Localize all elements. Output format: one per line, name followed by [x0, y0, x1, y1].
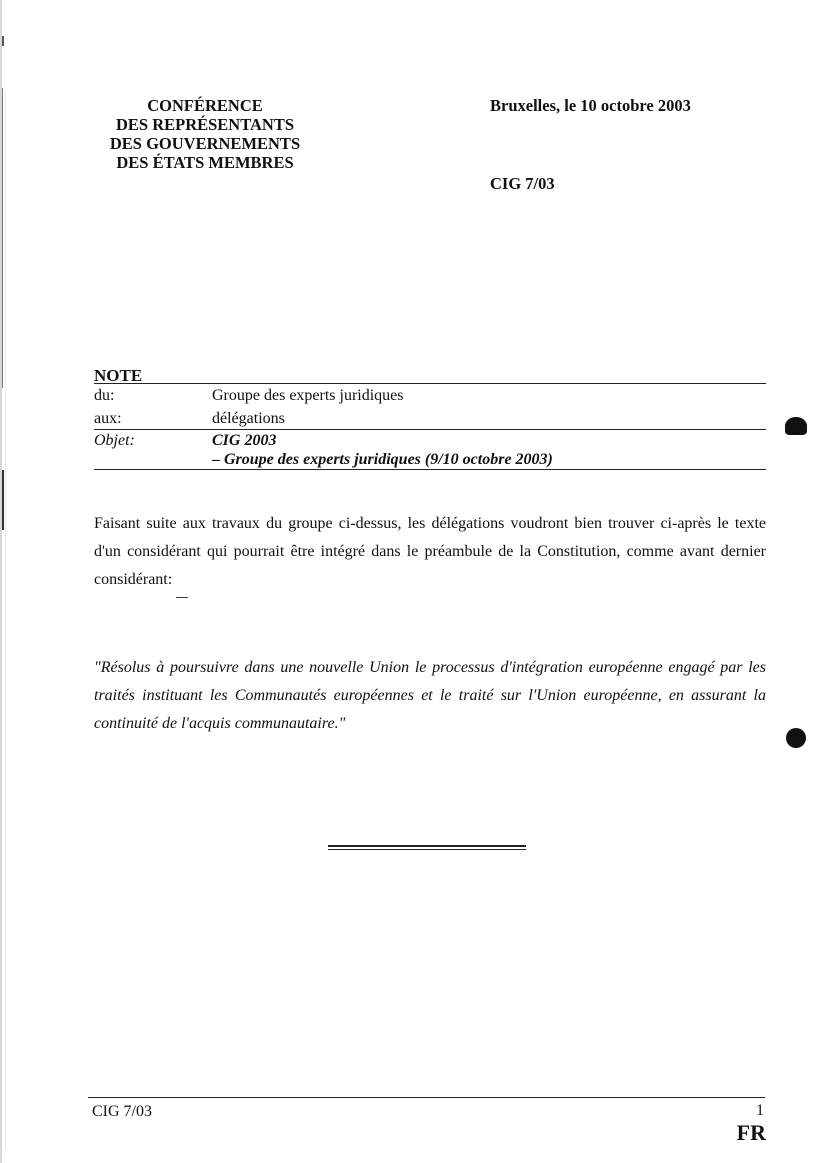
scan-mark — [2, 36, 4, 46]
end-rule-top — [328, 845, 526, 847]
to-value: délégations — [212, 410, 285, 427]
conference-line: DES GOUVERNEMENTS — [109, 134, 301, 153]
language-code: FR — [736, 1120, 766, 1145]
note-bottom-rule — [94, 469, 766, 470]
from-value: Groupe des experts juridiques — [212, 387, 404, 404]
page-number: 1 — [756, 1102, 764, 1119]
document-reference: CIG 7/03 — [490, 174, 555, 193]
footer-rule — [88, 1097, 765, 1098]
punch-hole-mark — [786, 728, 806, 748]
subject-label: Objet: — [94, 432, 135, 449]
scan-mark — [2, 88, 3, 388]
end-rule-bottom — [328, 849, 526, 850]
footer-reference: CIG 7/03 — [92, 1103, 152, 1120]
to-label: aux: — [94, 410, 122, 427]
note-middle-rule — [94, 429, 766, 430]
subject-line-2: – Groupe des experts juridiques (9/10 octobre 2003) — [212, 451, 553, 468]
note-label: NOTE — [94, 366, 143, 385]
note-top-rule — [94, 383, 766, 384]
document-date: Bruxelles, le 10 octobre 2003 — [490, 96, 691, 115]
body-paragraph: Faisant suite aux travaux du groupe ci-dessus, les délégations voudront bien trouver ci-après le texte d'un considérant qui pourrait être intégré dans le préambule de la Constitution, comme avant dernier considérant: — [94, 515, 766, 588]
conference-line: DES ÉTATS MEMBRES — [116, 153, 294, 172]
punch-hole-mark — [785, 417, 807, 435]
underscore-mark — [176, 597, 188, 598]
conference-line: CONFÉRENCE — [147, 96, 263, 115]
conference-line: DES REPRÉSENTANTS — [115, 115, 295, 134]
from-label: du: — [94, 387, 115, 404]
scan-edge-line — [5, 90, 6, 1150]
quoted-recital: "Résolus à poursuivre dans une nouvelle Union le processus d'intégration européenne engagé par les traités instituant les Communautés européennes et le traité sur l'Union européenne, en assurant la continuité de l'acquis communautaire." — [94, 659, 766, 732]
conference-heading — [100, 96, 310, 172]
scan-mark — [2, 470, 4, 530]
subject-line-1: CIG 2003 — [212, 432, 277, 449]
